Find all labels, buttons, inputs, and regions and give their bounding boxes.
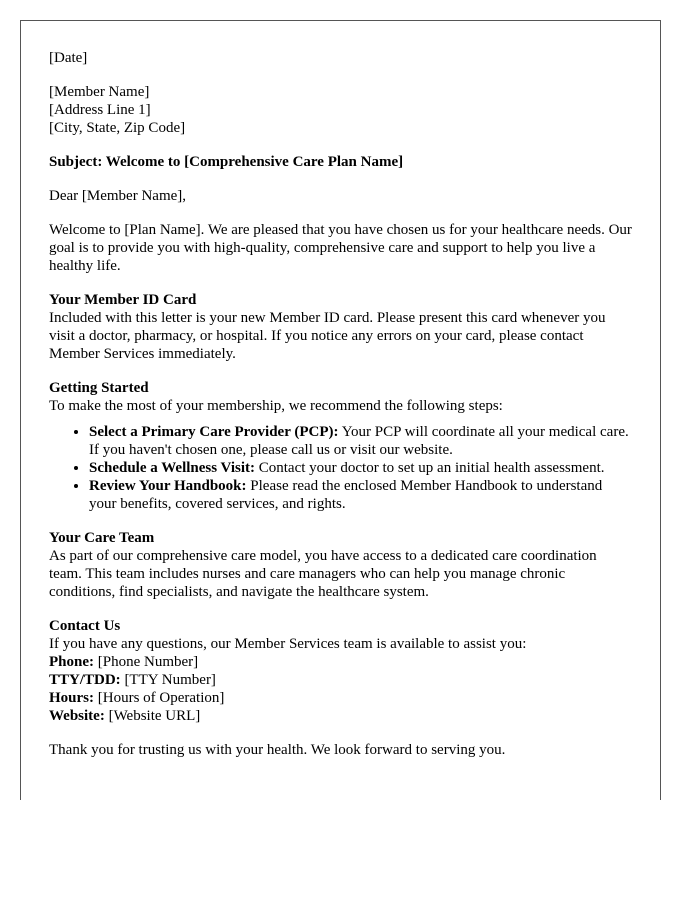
- section-getting-started: [49, 379, 632, 513]
- letter-closing: Thank you for trusting us with your health. We look forward to serving you.: [49, 742, 506, 758]
- section-body-getting-started: To make the most of your membership, we recommend the following steps:: [49, 398, 503, 414]
- contact-tty: [49, 671, 632, 689]
- step-title: Select a Primary Care Provider (PCP):: [89, 424, 339, 440]
- step-text: Please read the enclosed Member Handbook to understand your benefits, covered services, and rights.: [89, 478, 603, 512]
- step-text: Your PCP will coordinate all your medical care. If you haven't chosen one, please call us or visit our website.: [89, 424, 629, 458]
- letter-date: [Date]: [49, 50, 88, 66]
- steps-list: [49, 423, 632, 513]
- section-heading-id-card: Your Member ID Card: [49, 292, 197, 308]
- step-title: Review Your Handbook:: [89, 478, 247, 494]
- letter-intro: Welcome to [Plan Name]. We are pleased that you have chosen us for your healthcare needs. Our goal is to provide you with high-quality, comprehensive care and support to help you live a healthy life.: [49, 222, 632, 274]
- contact-phone-label: Phone:: [49, 654, 94, 670]
- section-body-id-card: Included with this letter is your new Member ID card. Please present this card whenever you visit a doctor, pharmacy, or hospital. If you notice any errors on your card, please contact Member Services immediately.: [49, 310, 606, 362]
- contact-hours-value: [Hours of Operation]: [94, 690, 225, 706]
- list-item: [89, 477, 632, 513]
- list-item: [89, 459, 632, 477]
- recipient-city-state-zip: [City, State, Zip Code]: [49, 120, 186, 136]
- section-id-card: [49, 291, 632, 363]
- step-text: Contact your doctor to set up an initial health assessment.: [255, 460, 605, 476]
- contact-phone-value: [Phone Number]: [94, 654, 199, 670]
- section-contact: [49, 617, 632, 725]
- contact-website: [49, 707, 632, 725]
- list-item: [89, 423, 632, 459]
- contact-phone: [49, 653, 632, 671]
- section-body-contact: If you have any questions, our Member Services team is available to assist you:: [49, 636, 527, 652]
- recipient-name: [Member Name]: [49, 84, 150, 100]
- letter-page: [20, 20, 661, 800]
- contact-hours-label: Hours:: [49, 690, 94, 706]
- section-heading-getting-started: Getting Started: [49, 380, 149, 396]
- letter-greeting: Dear [Member Name],: [49, 188, 187, 204]
- recipient-address: [49, 83, 632, 137]
- letter-subject: Subject: Welcome to [Comprehensive Care Plan Name]: [49, 154, 404, 170]
- contact-website-label: Website:: [49, 708, 105, 724]
- contact-tty-value: [TTY Number]: [120, 672, 216, 688]
- recipient-address-line1: [Address Line 1]: [49, 102, 151, 118]
- section-care-team: [49, 529, 632, 601]
- contact-website-value: [Website URL]: [104, 708, 201, 724]
- section-body-care-team: As part of our comprehensive care model, you have access to a dedicated care coordination team. This team includes nurses and care managers who can help you manage chronic conditions, find specialists, and navigate the healthcare system.: [49, 548, 597, 600]
- contact-tty-label: TTY/TDD:: [49, 672, 121, 688]
- section-heading-contact: Contact Us: [49, 618, 121, 634]
- contact-hours: [49, 689, 632, 707]
- section-heading-care-team: Your Care Team: [49, 530, 155, 546]
- step-title: Schedule a Wellness Visit:: [89, 460, 255, 476]
